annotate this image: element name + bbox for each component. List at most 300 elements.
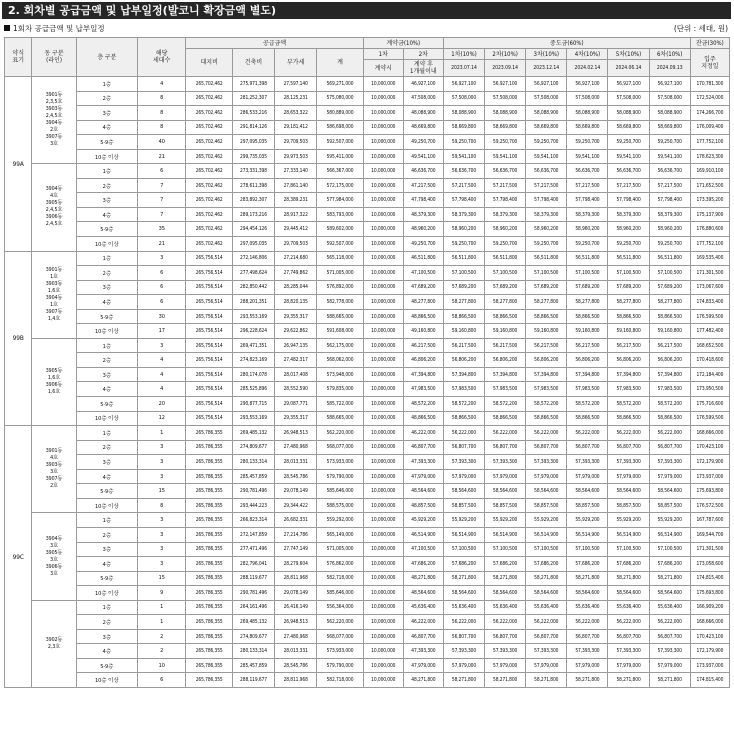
middle-payment-cell: 57,393,300	[526, 644, 567, 659]
balance-cell: 176,599,500	[690, 309, 729, 324]
middle-payment-cell: 59,250,700	[443, 135, 484, 150]
vat-cell: 28,285,044	[275, 280, 317, 295]
units-cell: 20	[137, 397, 186, 412]
balance-cell: 176,009,400	[690, 120, 729, 135]
building-cell: 283,892,307	[232, 193, 274, 208]
total-cell: 562,220,000	[317, 426, 363, 441]
middle-payment-cell: 59,250,700	[567, 135, 608, 150]
middle-payment-cell: 57,217,500	[443, 178, 484, 193]
middle-payment-cell: 56,222,000	[608, 615, 649, 630]
land-cell: 265,756,514	[186, 353, 232, 368]
deposit1-cell: 10,000,000	[363, 120, 403, 135]
deposit1-cell: 10,000,000	[363, 571, 403, 586]
land-cell: 265,702,462	[186, 120, 232, 135]
table-row	[5, 193, 730, 208]
middle-payment-cell: 58,572,200	[649, 397, 690, 412]
balance-cell: 176,572,500	[690, 498, 729, 513]
middle-payment-cell: 57,686,200	[567, 557, 608, 572]
middle-payment-cell: 57,217,500	[526, 178, 567, 193]
table-row	[5, 673, 730, 688]
middle-payment-cell: 56,636,700	[649, 164, 690, 179]
total-cell: 595,411,000	[317, 149, 363, 164]
deposit2-cell: 49,250,700	[403, 135, 443, 150]
deposit1-cell: 10,000,000	[363, 207, 403, 222]
middle-payment-cell: 57,979,000	[526, 658, 567, 673]
deposit1-cell: 10,000,000	[363, 91, 403, 106]
total-cell: 571,005,000	[317, 266, 363, 281]
middle-payment-cell: 57,979,000	[608, 469, 649, 484]
middle-payment-cell: 58,960,200	[567, 222, 608, 237]
land-cell: 265,756,514	[186, 397, 232, 412]
balance-cell: 174,833,400	[690, 295, 729, 310]
vat-cell: 26,682,331	[275, 513, 317, 528]
dong-cell: 3905동 1,6호 3906동 1,6호	[32, 338, 76, 425]
vat-cell: 29,973,503	[275, 149, 317, 164]
header-dep2: 2차	[403, 49, 443, 60]
land-cell: 265,786,355	[186, 513, 232, 528]
units-cell: 15	[137, 571, 186, 586]
deposit1-cell: 10,000,000	[363, 77, 403, 92]
land-cell: 265,756,514	[186, 251, 232, 266]
table-row	[5, 309, 730, 324]
building-cell: 264,161,496	[232, 600, 274, 615]
floor-cell: 3층	[76, 455, 137, 470]
header-deposit: 계약금(10%)	[363, 38, 443, 49]
vat-cell: 28,125,231	[275, 91, 317, 106]
units-cell: 10	[137, 658, 186, 673]
middle-payment-cell: 57,508,000	[608, 91, 649, 106]
building-cell: 288,119,677	[232, 673, 274, 688]
middle-payment-cell: 58,271,800	[649, 571, 690, 586]
middle-payment-cell: 58,857,500	[567, 498, 608, 513]
floor-cell: 2층	[76, 440, 137, 455]
total-cell: 592,507,000	[317, 135, 363, 150]
middle-payment-cell: 58,572,200	[485, 397, 526, 412]
type-cell: 99A	[5, 77, 32, 252]
total-cell: 582,718,000	[317, 673, 363, 688]
table-row	[5, 513, 730, 528]
table-row	[5, 106, 730, 121]
deposit2-cell: 46,222,000	[403, 426, 443, 441]
middle-payment-cell: 56,222,000	[608, 426, 649, 441]
middle-payment-cell: 57,686,200	[526, 557, 567, 572]
land-cell: 265,786,355	[186, 440, 232, 455]
land-cell: 265,786,355	[186, 527, 232, 542]
middle-payment-cell: 56,222,000	[649, 615, 690, 630]
deposit1-cell: 10,000,000	[363, 338, 403, 353]
middle-payment-cell: 59,160,800	[526, 324, 567, 339]
dong-cell: 3904동 3호 3905동 3호 3906동 3호	[32, 513, 76, 600]
table-row	[5, 324, 730, 339]
land-cell: 265,756,514	[186, 411, 232, 426]
middle-payment-cell: 55,636,400	[567, 600, 608, 615]
units-cell: 3	[137, 527, 186, 542]
header-mid-3: 3차(10%)	[526, 49, 567, 60]
floor-cell: 3층	[76, 280, 137, 295]
table-row	[5, 527, 730, 542]
middle-payment-cell: 58,088,900	[608, 106, 649, 121]
total-cell: 559,292,000	[317, 513, 363, 528]
deposit1-cell: 10,000,000	[363, 600, 403, 615]
deposit1-cell: 10,000,000	[363, 237, 403, 252]
units-cell: 21	[137, 149, 186, 164]
vat-cell: 28,545,786	[275, 469, 317, 484]
building-cell: 285,457,859	[232, 658, 274, 673]
land-cell: 265,756,514	[186, 266, 232, 281]
middle-payment-cell: 56,927,100	[526, 77, 567, 92]
middle-payment-cell: 56,636,700	[526, 164, 567, 179]
middle-payment-cell: 57,979,000	[443, 658, 484, 673]
middle-payment-cell: 58,271,800	[485, 571, 526, 586]
section-header	[4, 23, 730, 35]
units-cell: 3	[137, 469, 186, 484]
deposit2-cell: 48,271,800	[403, 571, 443, 586]
header-dep1: 1차	[363, 49, 403, 60]
total-cell: 579,790,000	[317, 658, 363, 673]
middle-payment-cell: 58,866,500	[485, 411, 526, 426]
middle-payment-cell: 57,393,300	[608, 644, 649, 659]
table-row	[5, 77, 730, 92]
deposit1-cell: 10,000,000	[363, 615, 403, 630]
middle-payment-cell: 57,798,400	[526, 193, 567, 208]
land-cell: 265,786,355	[186, 629, 232, 644]
units-cell: 3	[137, 455, 186, 470]
land-cell: 265,786,355	[186, 600, 232, 615]
middle-payment-cell: 58,669,800	[526, 120, 567, 135]
building-cell: 282,850,442	[232, 280, 274, 295]
table-row	[5, 644, 730, 659]
header-floor: 층 구분	[76, 38, 137, 77]
middle-payment-cell: 58,271,800	[443, 673, 484, 688]
middle-payment-cell: 57,100,500	[649, 542, 690, 557]
table-row	[5, 586, 730, 601]
middle-payment-cell: 58,866,500	[649, 411, 690, 426]
total-cell: 585,722,000	[317, 397, 363, 412]
middle-payment-cell: 59,160,800	[649, 324, 690, 339]
vat-cell: 27,480,968	[275, 629, 317, 644]
middle-payment-cell: 56,927,100	[485, 77, 526, 92]
balance-cell: 172,524,000	[690, 91, 729, 106]
middle-payment-cell: 57,979,000	[567, 658, 608, 673]
table-row	[5, 91, 730, 106]
table-row	[5, 426, 730, 441]
building-cell: 274,809,677	[232, 440, 274, 455]
units-cell: 6	[137, 266, 186, 281]
vat-cell: 26,948,513	[275, 615, 317, 630]
building-cell: 269,471,351	[232, 338, 274, 353]
header-mid-6: 6차(10%)	[649, 49, 690, 60]
header-land: 대지비	[186, 49, 232, 77]
middle-payment-cell: 59,250,700	[485, 135, 526, 150]
middle-payment-cell: 57,393,300	[443, 455, 484, 470]
balance-cell: 173,937,000	[690, 469, 729, 484]
land-cell: 265,786,355	[186, 644, 232, 659]
vat-cell: 29,355,317	[275, 309, 317, 324]
middle-payment-cell: 56,511,800	[443, 251, 484, 266]
middle-payment-cell: 58,572,200	[443, 397, 484, 412]
deposit1-cell: 10,000,000	[363, 324, 403, 339]
type-cell: 99B	[5, 251, 32, 426]
middle-payment-cell: 57,100,500	[485, 266, 526, 281]
vat-cell: 27,749,862	[275, 266, 317, 281]
deposit1-cell: 10,000,000	[363, 469, 403, 484]
balance-cell: 169,544,700	[690, 527, 729, 542]
units-cell: 3	[137, 251, 186, 266]
middle-payment-cell: 57,217,500	[567, 178, 608, 193]
middle-payment-cell: 57,393,300	[608, 455, 649, 470]
total-cell: 573,948,000	[317, 367, 363, 382]
table-row	[5, 149, 730, 164]
middle-payment-cell: 57,100,500	[443, 542, 484, 557]
header-mid-date-5: 2024.06.14	[608, 60, 649, 77]
middle-payment-cell: 58,960,200	[649, 222, 690, 237]
land-cell: 265,702,462	[186, 91, 232, 106]
vat-cell: 28,811,968	[275, 673, 317, 688]
table-row	[5, 164, 730, 179]
middle-payment-cell: 56,222,000	[567, 615, 608, 630]
total-cell: 576,862,000	[317, 557, 363, 572]
middle-payment-cell: 57,686,200	[608, 557, 649, 572]
middle-payment-cell: 57,394,800	[649, 367, 690, 382]
middle-payment-cell: 58,866,500	[567, 309, 608, 324]
balance-cell: 169,535,400	[690, 251, 729, 266]
middle-payment-cell: 57,689,200	[567, 280, 608, 295]
middle-payment-cell: 58,564,600	[608, 586, 649, 601]
middle-payment-cell: 57,983,500	[485, 382, 526, 397]
header-mid-date-6: 2024.09.13	[649, 60, 690, 77]
units-cell: 8	[137, 91, 186, 106]
vat-cell: 26,947,135	[275, 338, 317, 353]
floor-cell: 4층	[76, 557, 137, 572]
total-cell: 582,778,000	[317, 295, 363, 310]
balance-cell: 173,937,000	[690, 658, 729, 673]
vat-cell: 29,445,412	[275, 222, 317, 237]
deposit2-cell: 48,271,800	[403, 673, 443, 688]
middle-payment-cell: 57,100,500	[526, 266, 567, 281]
deposit1-cell: 10,000,000	[363, 353, 403, 368]
deposit2-cell: 47,100,500	[403, 266, 443, 281]
building-cell: 272,146,806	[232, 251, 274, 266]
units-cell: 30	[137, 309, 186, 324]
deposit1-cell: 10,000,000	[363, 309, 403, 324]
header-mid-date-4: 2024.02.14	[567, 60, 608, 77]
middle-payment-cell: 58,866,500	[443, 309, 484, 324]
units-cell: 4	[137, 353, 186, 368]
deposit1-cell: 10,000,000	[363, 426, 403, 441]
header-total: 계	[317, 49, 363, 77]
table-row	[5, 382, 730, 397]
table-row	[5, 251, 730, 266]
total-cell: 585,646,000	[317, 484, 363, 499]
payment-schedule-table	[4, 37, 730, 688]
middle-payment-cell: 58,857,500	[526, 498, 567, 513]
deposit2-cell: 46,636,700	[403, 164, 443, 179]
middle-payment-cell: 55,929,200	[443, 513, 484, 528]
vat-cell: 26,948,513	[275, 426, 317, 441]
middle-payment-cell: 57,394,800	[485, 367, 526, 382]
vat-cell: 28,820,135	[275, 295, 317, 310]
middle-payment-cell: 59,541,100	[567, 149, 608, 164]
balance-cell: 178,623,300	[690, 149, 729, 164]
table-row	[5, 280, 730, 295]
table-row	[5, 615, 730, 630]
middle-payment-cell: 59,541,100	[608, 149, 649, 164]
land-cell: 265,756,514	[186, 280, 232, 295]
building-cell: 278,611,398	[232, 178, 274, 193]
units-cell: 4	[137, 367, 186, 382]
middle-payment-cell: 57,689,200	[649, 280, 690, 295]
vat-cell: 28,389,231	[275, 193, 317, 208]
middle-payment-cell: 56,806,200	[649, 353, 690, 368]
middle-payment-cell: 57,508,000	[443, 91, 484, 106]
header-mid-2: 2차(10%)	[485, 49, 526, 60]
vat-cell: 27,214,680	[275, 251, 317, 266]
middle-payment-cell: 56,514,900	[608, 527, 649, 542]
middle-payment-cell: 58,960,200	[608, 222, 649, 237]
middle-payment-cell: 58,564,600	[649, 586, 690, 601]
floor-cell: 2층	[76, 353, 137, 368]
middle-payment-cell: 57,100,500	[567, 266, 608, 281]
table-row	[5, 498, 730, 513]
floor-cell: 1층	[76, 164, 137, 179]
deposit2-cell: 48,564,600	[403, 586, 443, 601]
vat-cell: 27,333,140	[275, 164, 317, 179]
page-title: 2. 회차별 공급금액 및 납부일정(발코니 확장금액 별도)	[2, 2, 731, 19]
middle-payment-cell: 56,807,700	[443, 629, 484, 644]
balance-cell: 166,909,200	[690, 600, 729, 615]
dong-cell: 3901동 1호 3903동 1,6호 3904동 1호 3907동 1,4호	[32, 251, 76, 338]
floor-cell: 10층 이상	[76, 586, 137, 601]
middle-payment-cell: 55,929,200	[567, 513, 608, 528]
table-row	[5, 120, 730, 135]
header-mid-date-2: 2023.09.14	[485, 60, 526, 77]
middle-payment-cell: 56,636,700	[443, 164, 484, 179]
deposit1-cell: 10,000,000	[363, 658, 403, 673]
deposit2-cell: 46,222,000	[403, 615, 443, 630]
middle-payment-cell: 56,222,000	[443, 426, 484, 441]
middle-payment-cell: 56,636,700	[485, 164, 526, 179]
table-row	[5, 571, 730, 586]
middle-payment-cell: 56,807,700	[608, 629, 649, 644]
middle-payment-cell: 57,983,500	[526, 382, 567, 397]
middle-payment-cell: 58,857,500	[649, 498, 690, 513]
units-cell: 3	[137, 513, 186, 528]
middle-payment-cell: 57,100,500	[649, 266, 690, 281]
units-cell: 21	[137, 237, 186, 252]
units-cell: 3	[137, 338, 186, 353]
total-cell: 583,793,000	[317, 207, 363, 222]
deposit2-cell: 47,393,300	[403, 455, 443, 470]
middle-payment-cell: 59,541,100	[649, 149, 690, 164]
units-cell: 7	[137, 207, 186, 222]
middle-payment-cell: 56,222,000	[526, 426, 567, 441]
balance-cell: 169,910,100	[690, 164, 729, 179]
total-cell: 588,665,000	[317, 309, 363, 324]
building-cell: 274,823,169	[232, 353, 274, 368]
deposit2-cell: 48,564,600	[403, 484, 443, 499]
middle-payment-cell: 56,222,000	[443, 615, 484, 630]
land-cell: 265,786,355	[186, 586, 232, 601]
middle-payment-cell: 58,866,500	[443, 411, 484, 426]
middle-payment-cell: 57,979,000	[608, 658, 649, 673]
deposit1-cell: 10,000,000	[363, 266, 403, 281]
units-cell: 9	[137, 586, 186, 601]
balance-cell: 173,950,500	[690, 382, 729, 397]
deposit1-cell: 10,000,000	[363, 251, 403, 266]
middle-payment-cell: 57,983,500	[608, 382, 649, 397]
deposit2-cell: 48,960,200	[403, 222, 443, 237]
balance-cell: 170,418,600	[690, 353, 729, 368]
deposit1-cell: 10,000,000	[363, 455, 403, 470]
middle-payment-cell: 56,806,200	[443, 353, 484, 368]
middle-payment-cell: 58,379,300	[485, 207, 526, 222]
floor-cell: 1층	[76, 338, 137, 353]
middle-payment-cell: 58,960,200	[526, 222, 567, 237]
building-cell: 266,823,314	[232, 513, 274, 528]
middle-payment-cell: 57,798,400	[649, 193, 690, 208]
middle-payment-cell: 57,979,000	[485, 469, 526, 484]
table-row	[5, 629, 730, 644]
middle-payment-cell: 55,929,200	[649, 513, 690, 528]
vat-cell: 29,181,412	[275, 120, 317, 135]
middle-payment-cell: 58,271,800	[567, 571, 608, 586]
deposit2-cell: 46,927,100	[403, 77, 443, 92]
middle-payment-cell: 56,217,500	[485, 338, 526, 353]
middle-payment-cell: 58,271,800	[526, 571, 567, 586]
floor-cell: 4층	[76, 469, 137, 484]
units-cell: 6	[137, 280, 186, 295]
middle-payment-cell: 58,564,600	[485, 484, 526, 499]
middle-payment-cell: 57,217,500	[649, 178, 690, 193]
vat-cell: 29,355,317	[275, 411, 317, 426]
middle-payment-cell: 57,394,800	[567, 367, 608, 382]
deposit2-cell: 47,979,000	[403, 658, 443, 673]
units-cell: 8	[137, 498, 186, 513]
header-units: 해당 세대수	[137, 38, 186, 77]
floor-cell: 3층	[76, 106, 137, 121]
header-middle: 중도금(60%)	[443, 38, 690, 49]
deposit2-cell: 48,866,500	[403, 309, 443, 324]
middle-payment-cell: 58,564,600	[485, 586, 526, 601]
middle-payment-cell: 59,541,100	[485, 149, 526, 164]
middle-payment-cell: 57,979,000	[526, 469, 567, 484]
middle-payment-cell: 56,636,700	[608, 164, 649, 179]
table-row	[5, 397, 730, 412]
deposit1-cell: 10,000,000	[363, 295, 403, 310]
total-cell: 575,080,000	[317, 91, 363, 106]
building-cell: 297,095,035	[232, 237, 274, 252]
balance-cell: 177,482,400	[690, 324, 729, 339]
deposit1-cell: 10,000,000	[363, 106, 403, 121]
land-cell: 265,702,462	[186, 193, 232, 208]
middle-payment-cell: 58,572,200	[567, 397, 608, 412]
vat-cell: 28,013,331	[275, 644, 317, 659]
middle-payment-cell: 58,277,800	[649, 295, 690, 310]
land-cell: 265,786,355	[186, 542, 232, 557]
deposit2-cell: 47,394,800	[403, 367, 443, 382]
units-cell: 3	[137, 440, 186, 455]
floor-cell: 5-9층	[76, 484, 137, 499]
building-cell: 277,471,496	[232, 542, 274, 557]
middle-payment-cell: 59,250,700	[608, 135, 649, 150]
middle-payment-cell: 57,217,500	[608, 178, 649, 193]
deposit1-cell: 10,000,000	[363, 397, 403, 412]
floor-cell: 1층	[76, 77, 137, 92]
deposit1-cell: 10,000,000	[363, 542, 403, 557]
middle-payment-cell: 56,217,500	[443, 338, 484, 353]
table-row	[5, 484, 730, 499]
units-cell: 6	[137, 673, 186, 688]
